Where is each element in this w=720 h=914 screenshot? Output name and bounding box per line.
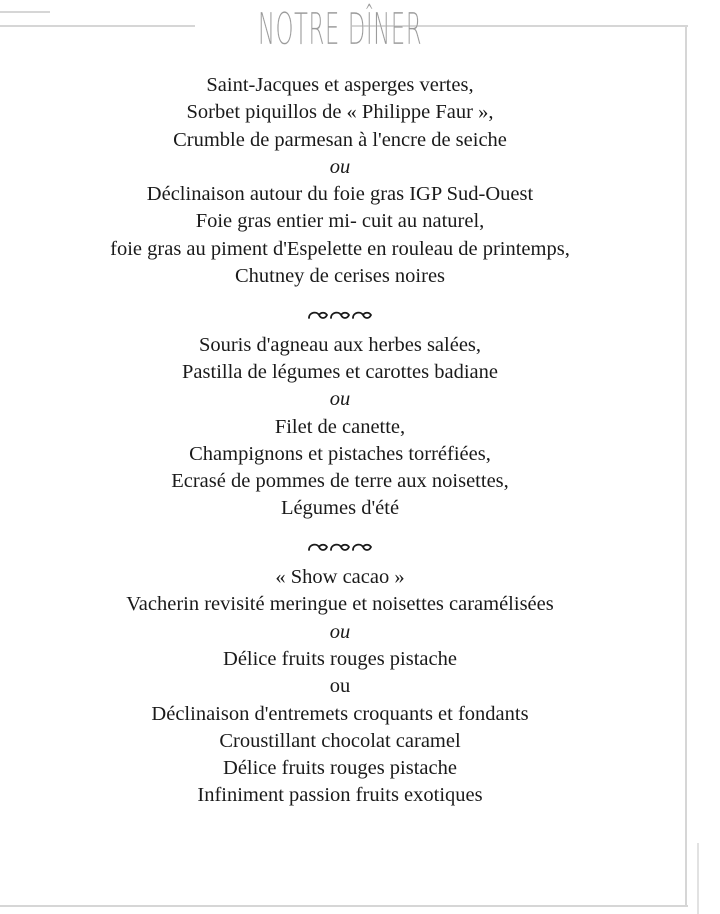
- frame-top-left-short-line: [0, 11, 50, 13]
- menu-line: Déclinaison d'entremets croquants et fondants: [151, 702, 529, 725]
- menu-line: Délice fruits rouges pistache: [223, 757, 457, 780]
- frame-outer-right-fragment: [697, 843, 699, 914]
- or-separator: ou: [329, 388, 351, 411]
- section-desserts: [0, 564, 680, 810]
- menu-body: [0, 72, 680, 810]
- swirl-flourish-icon: [307, 308, 373, 322]
- menu-line: Délice fruits rouges pistache: [223, 647, 457, 670]
- menu-line: Infiniment passion fruits exotiques: [197, 784, 483, 807]
- section-divider: [0, 533, 680, 560]
- menu-line: Croustillant chocolat caramel: [219, 729, 461, 752]
- menu-line: Sorbet piquillos de « Philippe Faur »,: [186, 101, 494, 124]
- menu-line: Saint-Jacques et asperges vertes,: [206, 74, 474, 96]
- menu-line: Souris d'agneau aux herbes salées,: [198, 333, 482, 356]
- menu-line: Filet de canette,: [274, 415, 406, 438]
- menu-line: Déclinaison autour du foie gras IGP Sud-Ouest: [146, 183, 534, 206]
- or-separator: ou: [329, 675, 351, 698]
- menu-line: « Show cacao »: [275, 566, 405, 589]
- section-mains: [0, 332, 680, 523]
- menu-line: Chutney de cerises noires: [234, 265, 446, 288]
- menu-line: Légumes d'été: [280, 497, 400, 520]
- menu-line: Foie gras entier mi- cuit au naturel,: [195, 210, 485, 233]
- section-divider: [0, 300, 680, 327]
- menu-line: foie gras au piment d'Espelette en rouleau de printemps,: [110, 237, 570, 260]
- menu-line: Ecrasé de pommes de terre aux noisettes,: [171, 470, 509, 493]
- section-starters: [0, 72, 680, 290]
- swirl-flourish-icon: [307, 540, 373, 554]
- page-title: NOTRE DÎNER: [257, 4, 423, 55]
- menu-line: Crumble de parmesan à l'encre de seiche: [173, 128, 507, 151]
- frame-right-line: [685, 25, 687, 907]
- menu-line: Vacherin revisité meringue et noisettes caramélisées: [126, 593, 554, 616]
- menu-line: Champignons et pistaches torréfiées,: [189, 442, 491, 465]
- or-separator: ou: [329, 620, 351, 643]
- frame-bottom-line: [0, 905, 688, 907]
- menu-line: Pastilla de légumes et carottes badiane: [182, 360, 498, 383]
- or-separator: ou: [329, 155, 351, 178]
